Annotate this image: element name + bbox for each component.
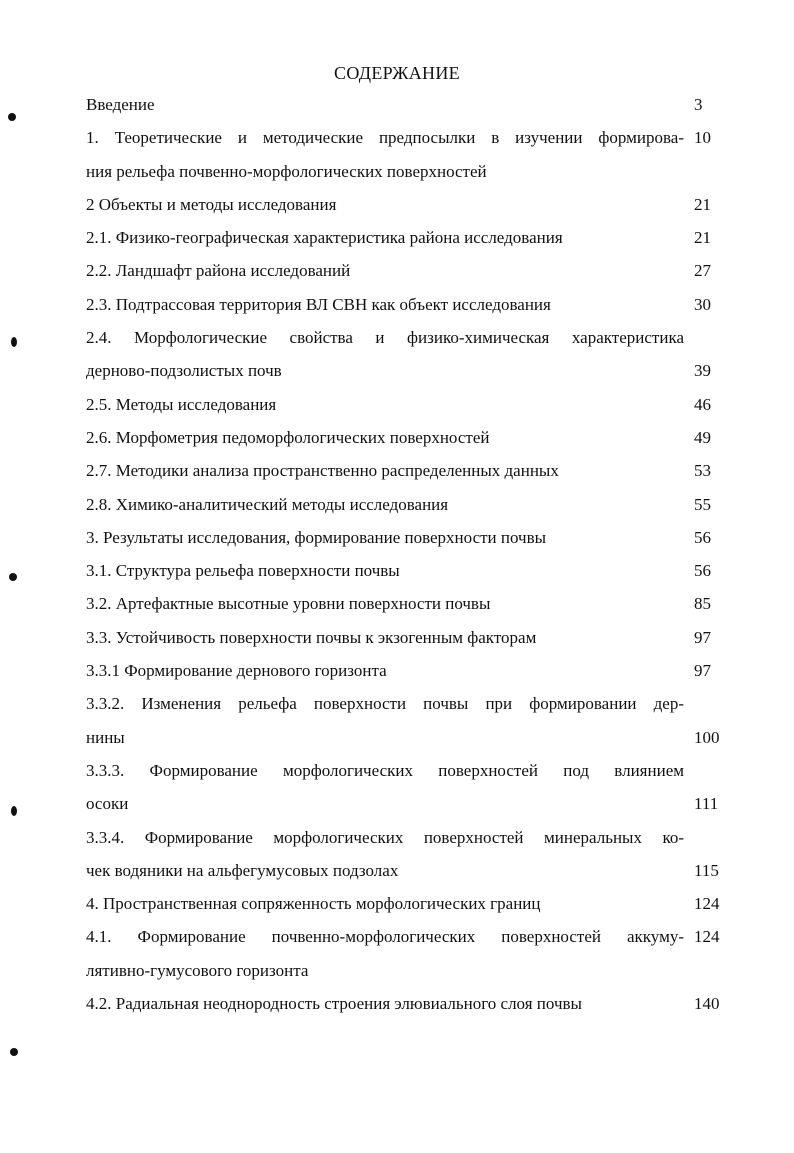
page-title: СОДЕРЖАНИЕ [334,63,460,83]
toc-entry-page-number: 56 [694,527,711,547]
toc-entry-title: нины [86,727,125,747]
toc-entry [86,821,738,888]
toc-entry-title: 3.2. Артефактные высотные уровни поверхности почвы [86,594,491,614]
toc-entry [86,454,738,487]
toc-entry-title: 2.3. Подтрассовая территория ВЛ СВН как объект исследования [86,294,551,314]
toc-entry-line [86,521,738,554]
toc-entry-line [86,488,738,521]
toc-entry [86,188,738,221]
toc-entry [86,687,738,754]
toc-entry-title: 4.1. Формирование почвенно-морфологических поверхностей аккуму- [86,927,684,947]
toc-entry-title: осоки [86,794,129,814]
toc-entry [86,754,738,821]
toc-entry-page-number: 39 [694,361,711,381]
table-of-contents [86,88,738,1020]
toc-entry-title: 2.5. Методы исследования [86,394,277,414]
toc-entry-line [86,787,738,820]
toc-entry-title: 3.3.1 Формирование дернового горизонта [86,661,387,681]
toc-entry [86,621,738,654]
toc-entry-line [86,354,738,387]
toc-entry-page-number: 10 [694,128,711,148]
toc-entry-line [86,155,738,188]
toc-entry-page-number: 97 [694,661,711,681]
toc-entry-page-number: 21 [694,228,711,248]
toc-entry-page-number: 140 [694,994,720,1014]
toc-entry [86,654,738,687]
toc-entry-title: 3.1. Структура рельефа поверхности почвы [86,561,400,581]
toc-entry-title: 2.6. Морфометрия педоморфологических поверхностей [86,427,490,447]
toc-entry-title: чек водяники на альфегумусовых подзолах [86,860,399,880]
toc-entry-line [86,121,738,154]
toc-entry-line [86,188,738,221]
toc-entry-line [86,821,738,854]
toc-entry [86,221,738,254]
scan-speck-mark [10,1048,18,1056]
toc-entry-line [86,554,738,587]
toc-entry-line [86,654,738,687]
toc-entry-title: ния рельефа почвенно-морфологических поверхностей [86,161,487,181]
toc-entry-page-number: 46 [694,394,711,414]
toc-entry-page-number: 49 [694,427,711,447]
toc-entry-title: 3.3. Устойчивость поверхности почвы к экзогенным факторам [86,627,537,647]
toc-entry-title: 2.7. Методики анализа пространственно распределенных данных [86,461,559,481]
toc-entry-line [86,621,738,654]
toc-entry [86,321,738,388]
toc-entry [86,987,738,1020]
toc-entry-page-number: 56 [694,561,711,581]
toc-entry-page-number: 97 [694,627,711,647]
toc-entry [86,88,738,121]
toc-entry-line [86,754,738,787]
toc-entry [86,587,738,620]
toc-entry-page-number: 115 [694,860,719,880]
toc-entry [86,554,738,587]
toc-entry-page-number: 21 [694,194,711,214]
toc-entry-line [86,88,738,121]
toc-entry-line [86,920,738,953]
toc-entry [86,488,738,521]
toc-entry-title: 1. Теоретические и методические предпосылки в изучении формирова- [86,128,684,148]
toc-entry-line [86,321,738,354]
toc-entry [86,521,738,554]
toc-entry-page-number: 3 [694,95,703,114]
scan-speck-mark [8,113,16,121]
scan-speck-mark [9,573,17,581]
toc-entry-line [86,288,738,321]
toc-entry-title: 2.4. Морфологические свойства и физико-химическая характеристика [86,328,684,348]
toc-entry-title: 2.8. Химико-аналитический методы исследования [86,494,449,514]
toc-entry [86,920,738,987]
toc-entry-title: 2 Объекты и методы исследования [86,194,337,214]
toc-entry-line [86,987,738,1020]
scan-speck-mark [11,337,17,347]
toc-entry-page-number: 124 [694,927,720,947]
toc-entry-page-number: 55 [694,494,711,514]
toc-entry-title: 3. Результаты исследования, формирование поверхности почвы [86,527,547,547]
toc-entry-line [86,587,738,620]
toc-entry-line [86,687,738,720]
toc-entry-page-number: 53 [694,461,711,481]
toc-entry [86,421,738,454]
toc-entry-line [86,854,738,887]
toc-entry-line [86,887,738,920]
toc-entry [86,388,738,421]
toc-entry [86,121,738,188]
toc-entry-page-number: 111 [694,794,719,814]
toc-entry-title: лятивно-гумусового горизонта [86,960,309,980]
toc-entry-page-number: 27 [694,261,711,281]
toc-entry-page-number: 85 [694,594,711,614]
toc-entry [86,887,738,920]
toc-entry-line [86,954,738,987]
toc-entry-line [86,388,738,421]
toc-entry [86,288,738,321]
toc-entry-page-number: 100 [694,727,720,747]
scan-speck-mark [11,806,17,816]
toc-entry-line [86,254,738,287]
toc-entry-line [86,454,738,487]
toc-entry-title: 3.3.2. Изменения рельефа поверхности почвы при формировании дер- [86,694,684,714]
toc-entry-title: дерново-подзолистых почв [86,361,282,381]
toc-entry-title: 3.3.3. Формирование морфологических поверхностей под влиянием [86,760,684,780]
toc-entry-title: 2.1. Физико-географическая характеристика района исследования [86,228,563,248]
toc-entry-page-number: 30 [694,294,711,314]
toc-entry-page-number: 124 [694,894,720,914]
toc-entry-line [86,721,738,754]
toc-entry-line [86,421,738,454]
toc-entry-title: 2.2. Ландшафт района исследований [86,261,351,281]
toc-entry-title: 3.3.4. Формирование морфологических поверхностей минеральных ко- [86,827,684,847]
toc-entry-title: 4. Пространственная сопряженность морфологических границ [86,894,541,914]
toc-entry-line [86,221,738,254]
toc-entry [86,254,738,287]
toc-entry-title: Введение [86,95,155,114]
toc-entry-title: 4.2. Радиальная неоднородность строения элювиального слоя почвы [86,994,582,1014]
